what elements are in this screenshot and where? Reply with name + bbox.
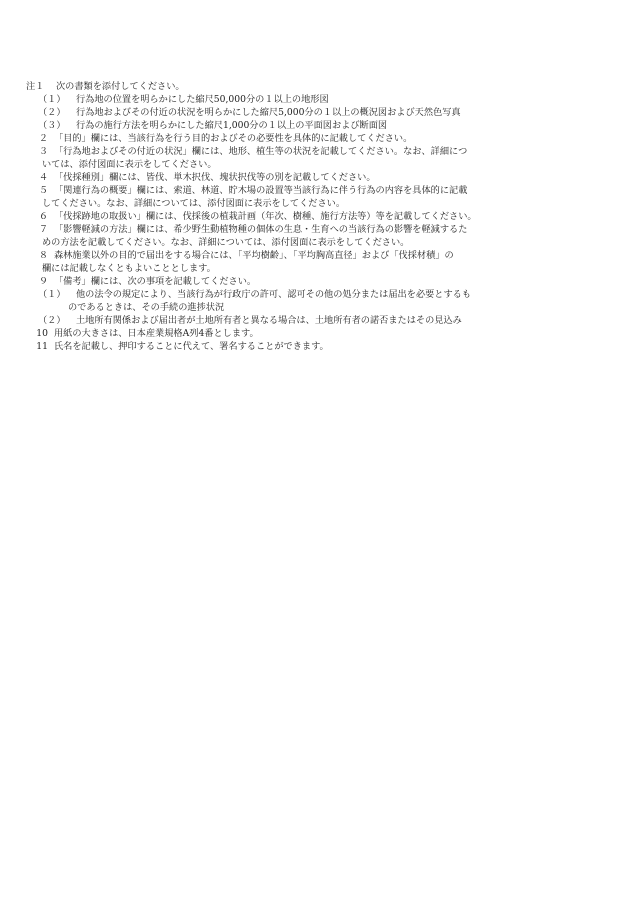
- note-number: 注１: [26, 81, 45, 92]
- note-8-continued: 欄には記載しなくともよいこととします。: [42, 263, 216, 274]
- note-1: [26, 80, 611, 93]
- note-9-sub-1-continued: のであるときは、その手続の進捗状況: [68, 302, 225, 313]
- note-text: 「影響軽減の方法」欄には、希少野生動植物種の個体の生息・生育への当該行為の影響を軽減するた: [54, 224, 468, 235]
- note-text: 「目的」欄には、当該行為を行う目的およびその必要性を具体的に記載してください。: [54, 133, 413, 144]
- note-number: ３: [38, 146, 48, 157]
- sub-number: （１）: [38, 94, 66, 105]
- note-1-sub-2: [26, 106, 611, 119]
- note-text: 森林施業以外の目的で届出をする場合には、「平均樹齢」、「平均胸高直径」および「伐採材積」の: [54, 250, 454, 261]
- note-text: 氏名を記載し、押印することに代えて、署名することができます。: [54, 341, 329, 352]
- note-9-sub-2: [26, 314, 611, 327]
- note-10: [26, 327, 611, 340]
- note-5: [26, 184, 611, 197]
- note-text: 「伐採種別」欄には、皆伐、単木択伐、塊状択伐等の別を記載してください。: [54, 172, 376, 183]
- sub-text: 行為地およびその付近の状況を明らかにした縮尺5,000分の１以上の概況図および天然色写真: [76, 107, 461, 118]
- note-text: 次の書類を添付してください。: [56, 81, 185, 92]
- sub-number: （２）: [38, 107, 66, 118]
- note-number: ９: [38, 276, 48, 287]
- note-8: [26, 249, 611, 262]
- note-number: 11: [36, 341, 48, 352]
- note-number: ６: [38, 211, 48, 222]
- note-7: [26, 223, 611, 236]
- note-3-continued: いては、添付図面に表示をしてください。: [42, 159, 217, 170]
- note-1-sub-3: [26, 119, 611, 132]
- note-number: ８: [38, 250, 48, 261]
- sub-number: （２）: [38, 315, 66, 326]
- note-text: 用紙の大きさは、日本産業規格A列4番とします。: [54, 328, 259, 339]
- note-text: 「関連行為の概要」欄には、索道、林道、貯木場の設置等当該行為に伴う行為の内容を具体的に記載: [54, 185, 468, 196]
- note-text: 「伐採跡地の取扱い」欄には、伐採後の植栽計画（年次、樹種、施行方法等）等を記載してください。: [54, 211, 477, 222]
- note-1-sub-1: [26, 93, 611, 106]
- note-5-continued: してください。なお、詳細については、添付図面に表示をしてください。: [42, 198, 346, 209]
- note-3: [26, 145, 611, 158]
- note-number: 10: [36, 328, 48, 339]
- note-9-sub-1: [26, 288, 611, 301]
- note-2: [26, 132, 611, 145]
- note-11: [26, 340, 611, 353]
- note-7-continued: めの方法を記載してください。なお、詳細については、添付図面に表示をしてください。: [42, 237, 410, 248]
- note-number: ４: [38, 172, 48, 183]
- note-text: 「行為地およびその付近の状況」欄には、地形、植生等の状況を記載してください。なお、詳細につ: [54, 146, 468, 157]
- note-4: [26, 171, 611, 184]
- note-number: ７: [38, 224, 48, 235]
- notes-section: [26, 80, 611, 353]
- sub-text: 行為の施行方法を明らかにした縮尺1,000分の１以上の平面図および断面図: [76, 120, 388, 131]
- note-number: ５: [38, 185, 48, 196]
- sub-number: （１）: [38, 289, 66, 300]
- sub-text: 他の法令の規定により、当該行為が行政庁の許可、認可その他の処分または届出を必要とするも: [76, 289, 472, 300]
- sub-number: （３）: [38, 120, 66, 131]
- note-6: [26, 210, 611, 223]
- note-number: ２: [38, 133, 48, 144]
- sub-text: 土地所有関係および届出者が土地所有者と異なる場合は、土地所有者の諾否またはその見込み: [76, 315, 462, 326]
- sub-text: 行為地の位置を明らかにした縮尺50,000分の１以上の地形図: [76, 94, 329, 105]
- note-text: 「備考」欄には、次の事項を記載してください。: [54, 276, 257, 287]
- note-9: [26, 275, 611, 288]
